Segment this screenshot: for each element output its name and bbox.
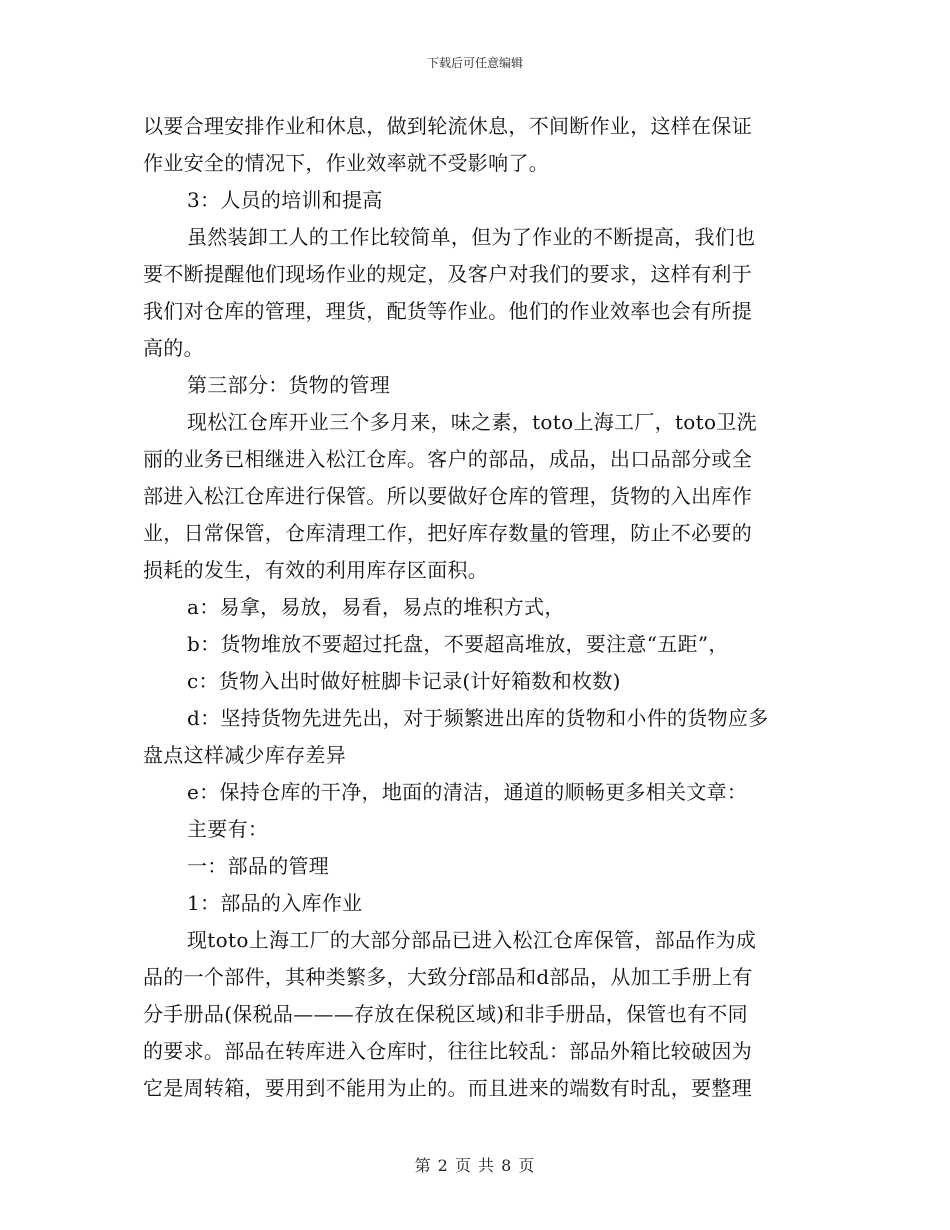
text-line: e：保持仓库的干净，地面的清洁，通道的顺畅更多相关文章： bbox=[187, 780, 748, 804]
text-line: 作业安全的情况下，作业效率就不受影响了。 bbox=[143, 151, 549, 175]
text-line: c：货物入出时做好桩脚卡记录(计好箱数和枚数) bbox=[187, 669, 621, 693]
text-line: 部进入松江仓库进行保管。所以要做好仓库的管理，货物的入出库作 bbox=[143, 484, 752, 508]
text-line: b：货物堆放不要超过托盘，不要超高堆放，要注意“五距”， bbox=[187, 632, 729, 656]
text-line: 盘点这样减少库存差异 bbox=[143, 743, 346, 767]
text-line: 现toto上海工厂的大部分部品已进入松江仓库保管，部品作为成 bbox=[187, 928, 757, 952]
text-line: 虽然装卸工人的工作比较简单，但为了作业的不断提高，我们也 bbox=[187, 225, 756, 249]
text-line: 现松江仓库开业三个多月来，味之素，toto上海工厂，toto卫洗 bbox=[187, 410, 757, 434]
text-line: 以要合理安排作业和休息，做到轮流休息，不间断作业，这样在保证 bbox=[143, 114, 752, 138]
text-line: 业，日常保管，仓库清理工作，把好库存数量的管理，防止不必要的 bbox=[143, 521, 752, 545]
text-line: 丽的业务已相继进入松江仓库。客户的部品，成品，出口品部分或全 bbox=[143, 447, 752, 471]
text-line: 一：部品的管理 bbox=[187, 854, 330, 878]
page-footer: 第 2 页 共 8 页 bbox=[414, 1156, 536, 1175]
text-line: 品的一个部件，其种类繁多，大致分f部品和d部品，从加工手册上有 bbox=[143, 965, 753, 989]
text-line: 主要有： bbox=[187, 817, 269, 841]
text-line: 的要求。部品在转库进入仓库时，往往比较乱：部品外箱比较破因为 bbox=[143, 1039, 752, 1063]
text-line: 它是周转箱，要用到不能用为止的。而且进来的端数有时乱，要整理 bbox=[143, 1076, 752, 1100]
text-line: 要不断提醒他们现场作业的规定，及客户对我们的要求，这样有利于 bbox=[143, 262, 752, 286]
text-line: 分手册品(保税品———存放在保税区域)和非手册品，保管也有不同 bbox=[143, 1002, 748, 1026]
text-line: 高的。 bbox=[143, 336, 204, 360]
text-line: d：坚持货物先进先出，对于频繁进出库的货物和小件的货物应多 bbox=[187, 706, 769, 730]
text-line: 损耗的发生，有效的利用库存区面积。 bbox=[143, 558, 489, 582]
page-header: 下载后可任意编辑 bbox=[426, 56, 523, 70]
document-body bbox=[143, 108, 811, 1107]
text-line: a：易拿，易放，易看，易点的堆积方式， bbox=[187, 595, 565, 619]
text-line: 第三部分：货物的管理 bbox=[187, 373, 390, 397]
text-line: 1：部品的入库作业 bbox=[187, 891, 363, 915]
text-line: 3：人员的培训和提高 bbox=[187, 188, 383, 212]
text-line: 我们对仓库的管理，理货，配货等作业。他们的作业效率也会有所提 bbox=[143, 299, 752, 323]
